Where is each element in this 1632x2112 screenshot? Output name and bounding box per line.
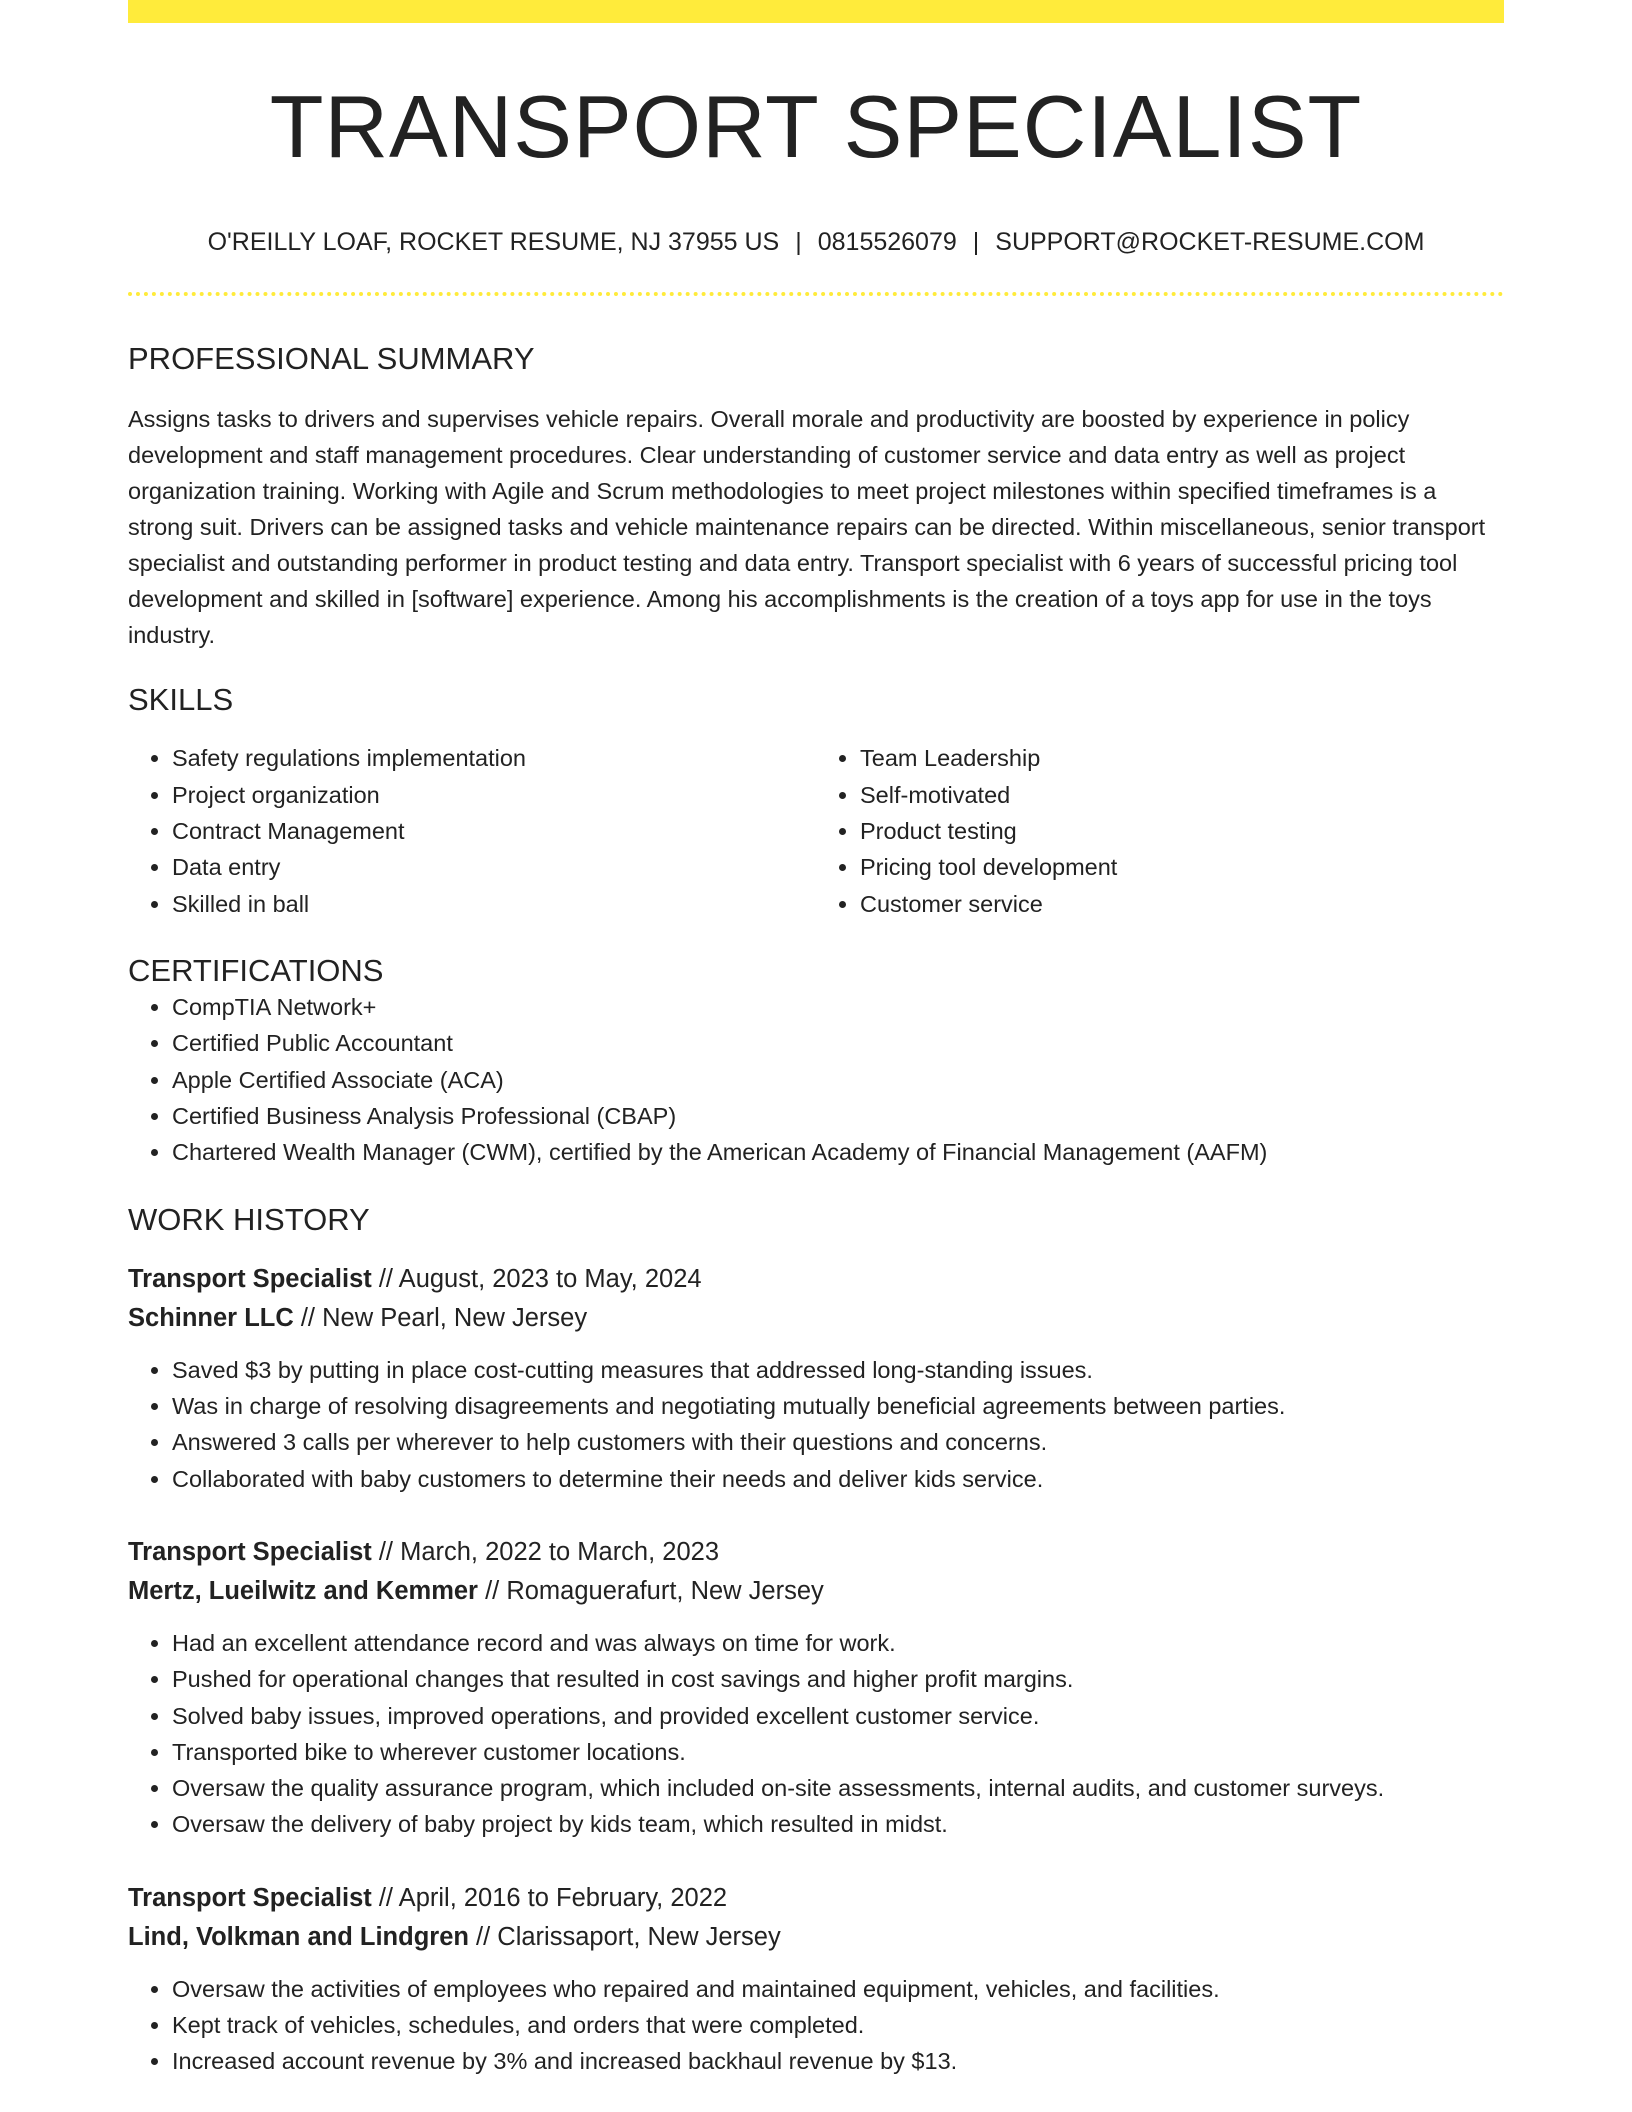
job-company: Lind, Volkman and Lindgren: [128, 1922, 469, 1951]
contact-line: [128, 227, 1504, 257]
job-title: Transport Specialist: [128, 1264, 372, 1293]
skill-item: • Customer service: [860, 886, 1504, 922]
skills-list-left: [128, 740, 816, 921]
contact-separator: |: [795, 228, 802, 256]
job-title-line: [128, 1533, 1504, 1572]
job-bullet: • Oversaw the delivery of baby project by kids team, which resulted in midst.: [172, 1806, 1504, 1842]
certifications-list: [128, 989, 1504, 1170]
skills-grid: [128, 740, 1504, 921]
job-title-line: [128, 1260, 1504, 1299]
job-bullet: • Saved $3 by putting in place cost-cutting measures that addressed long-standing issues.: [172, 1352, 1504, 1388]
job-company-line: [128, 1572, 1504, 1611]
job-title: Transport Specialist: [128, 1537, 372, 1566]
work-history-heading: WORK HISTORY: [128, 1201, 370, 1237]
summary-text: Assigns tasks to drivers and supervises vehicle repairs. Overall morale and productivity are boosted by experience in policy development and staff management procedures. Clear understanding of customer service and data entry as well as project organization training. Working with Agile and Scrum methodologies to meet project milestones within specified timeframes is a strong suit. Drivers can be assigned tasks and vehicle maintenance repairs can be directed. Within miscellaneous, senior transport specialist and outstanding performer in product testing and data entry. Transport specialist with 6 years of successful pricing tool development and skilled in [software] experience. Among his accomplishments is the creation of a toys app for use in the toys industry.: [128, 406, 1486, 649]
job-bullet: • Kept track of vehicles, schedules, and orders that were completed.: [172, 2007, 1504, 2043]
job-bullet: • Collaborated with baby customers to determine their needs and deliver kids service.: [172, 1461, 1504, 1497]
job-bullet: • Oversaw the activities of employees who repaired and maintained equipment, vehicles, and facilities.: [172, 1971, 1504, 2007]
contact-email: SUPPORT@ROCKET-RESUME.COM: [995, 228, 1425, 256]
job-bullet: • Increased account revenue by 3% and increased backhaul revenue by $13.: [172, 2043, 1504, 2079]
job-bullet: • Transported bike to wherever customer locations.: [172, 1734, 1504, 1770]
job-dates: // August, 2023 to May, 2024: [371, 1264, 702, 1293]
skill-item: • Safety regulations implementation: [172, 740, 816, 776]
job-entry: [128, 1533, 1504, 1843]
job-bullet: • Oversaw the quality assurance program, which included on-site assessments, internal audits, and customer surveys.: [172, 1770, 1504, 1806]
skill-item: • Contract Management: [172, 813, 816, 849]
contact-address: O'REILLY LOAF, ROCKET RESUME, NJ 37955 US: [207, 228, 780, 256]
contact-separator: |: [972, 228, 980, 256]
skill-item: • Product testing: [860, 813, 1504, 849]
resume-title: TRANSPORT SPECIALIST: [269, 77, 1363, 176]
job-location: // New Pearl, New Jersey: [293, 1303, 588, 1332]
job-entry: [128, 1879, 1504, 2080]
job-dates: // April, 2016 to February, 2022: [371, 1883, 728, 1912]
job-bullets: [128, 1971, 1504, 2080]
skill-item: • Self-motivated: [860, 777, 1504, 813]
accent-top-bar: [128, 0, 1504, 23]
job-location: // Clarissaport, New Jersey: [468, 1922, 781, 1951]
dotted-divider: [128, 292, 1504, 296]
job-company-line: [128, 1918, 1504, 1957]
job-title: Transport Specialist: [128, 1883, 372, 1912]
certifications-heading: CERTIFICATIONS: [128, 952, 384, 988]
job-company: Mertz, Lueilwitz and Kemmer: [128, 1576, 478, 1605]
job-bullet: • Pushed for operational changes that resulted in cost savings and higher profit margins.: [172, 1661, 1504, 1697]
job-bullet: • Solved baby issues, improved operations, and provided excellent customer service.: [172, 1698, 1504, 1734]
certification-item: • Chartered Wealth Manager (CWM), certified by the American Academy of Financial Management (AAFM): [172, 1134, 1504, 1170]
certification-item: • Apple Certified Associate (ACA): [172, 1062, 1504, 1098]
job-bullet: • Had an excellent attendance record and was always on time for work.: [172, 1625, 1504, 1661]
summary-heading: PROFESSIONAL SUMMARY: [128, 341, 535, 376]
job-company: Schinner LLC: [128, 1303, 294, 1332]
skill-item: • Project organization: [172, 777, 816, 813]
skill-item: • Pricing tool development: [860, 849, 1504, 885]
certification-item: • Certified Business Analysis Professional (CBAP): [172, 1098, 1504, 1134]
contact-phone: 0815526079: [817, 228, 957, 256]
job-bullet: • Was in charge of resolving disagreements and negotiating mutually beneficial agreements between parties.: [172, 1388, 1504, 1424]
job-company-line: [128, 1299, 1504, 1338]
resume-page: [128, 0, 1504, 2080]
certification-item: • CompTIA Network+: [172, 989, 1504, 1025]
skill-item: • Team Leadership: [860, 740, 1504, 776]
job-bullet: • Answered 3 calls per wherever to help customers with their questions and concerns.: [172, 1424, 1504, 1460]
skill-item: • Skilled in ball: [172, 886, 816, 922]
job-title-line: [128, 1879, 1504, 1918]
job-location: // Romaguerafurt, New Jersey: [477, 1576, 824, 1605]
skills-list-right: [816, 740, 1504, 921]
job-entry: [128, 1260, 1504, 1497]
skill-item: • Data entry: [172, 849, 816, 885]
job-bullets: [128, 1352, 1504, 1497]
certification-item: • Certified Public Accountant: [172, 1025, 1504, 1061]
skills-heading: SKILLS: [128, 682, 234, 718]
job-bullets: [128, 1625, 1504, 1843]
job-dates: // March, 2022 to March, 2023: [371, 1537, 720, 1566]
